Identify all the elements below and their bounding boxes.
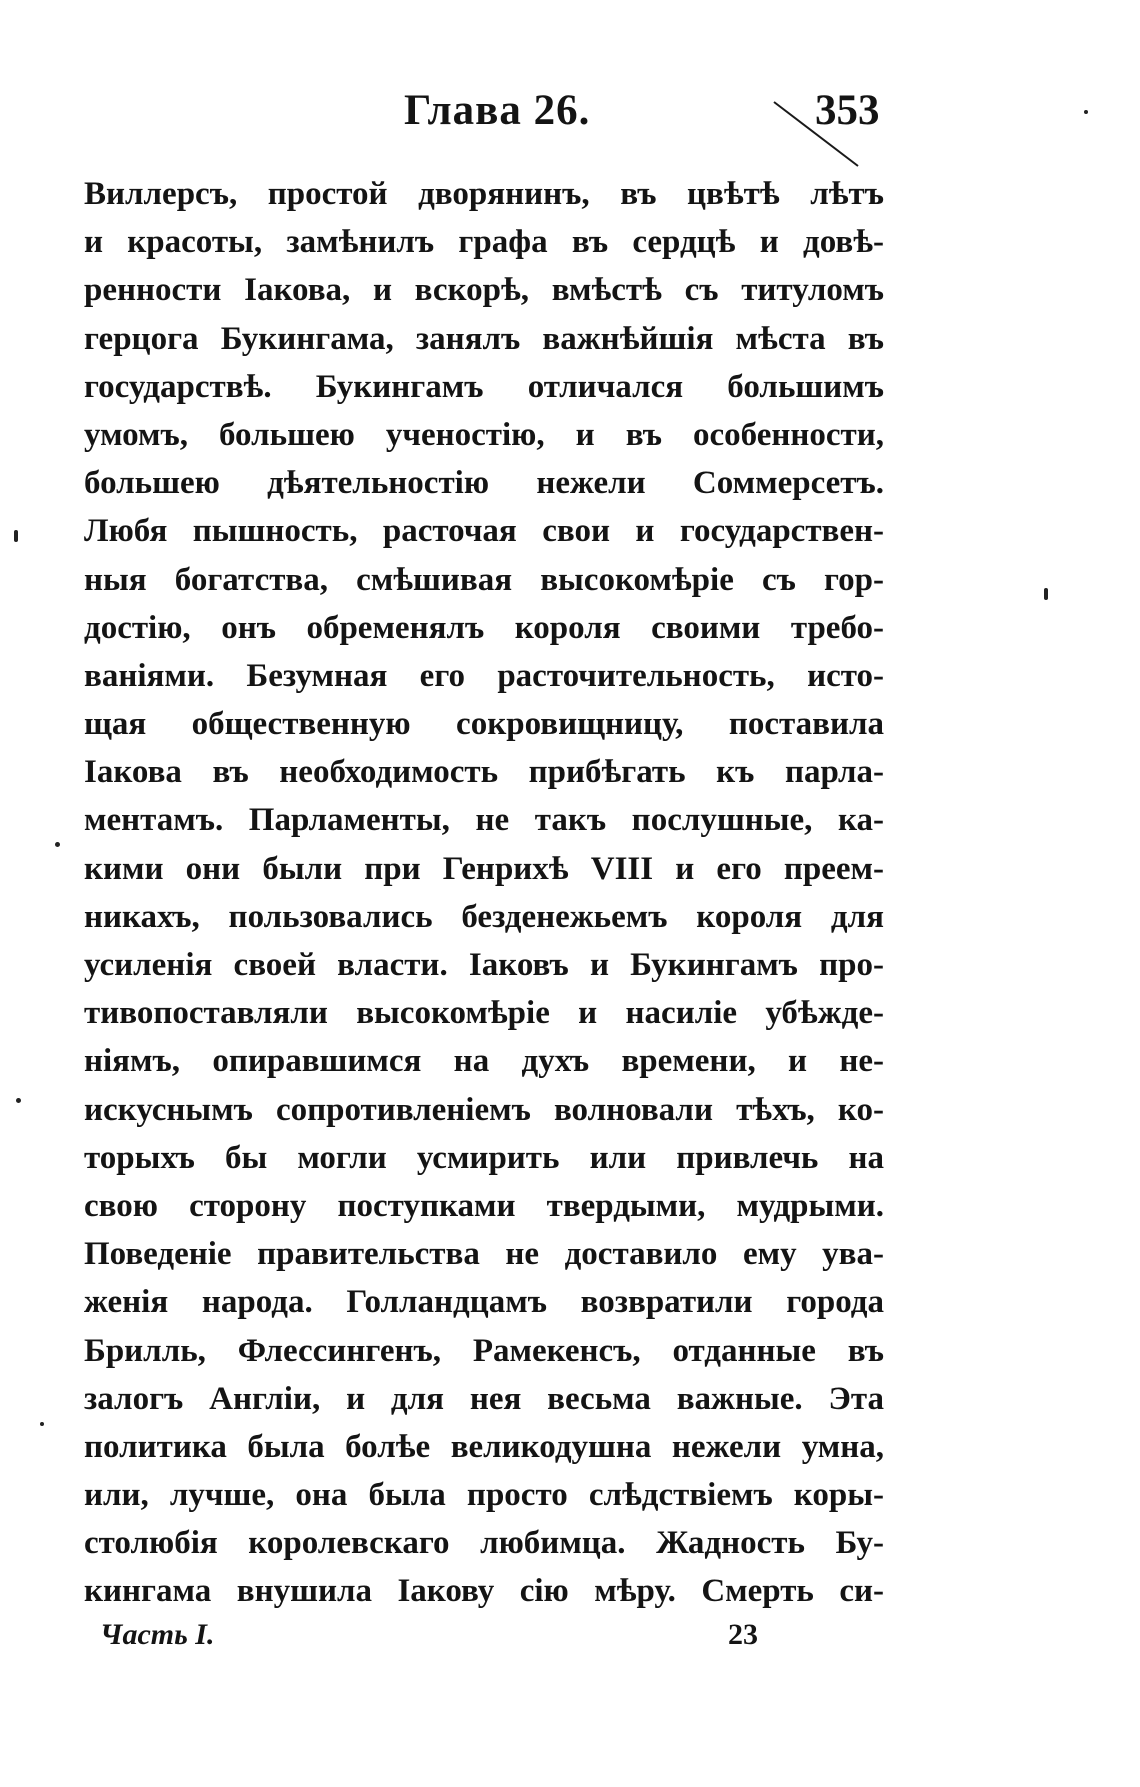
- text-line: тивопоставляли высокомѣріе и насиліе убѣжде-: [84, 995, 884, 1032]
- running-header: [0, 86, 1140, 146]
- ink-speck: [55, 842, 60, 847]
- text-line: Виллерсъ, простой дворянинъ, въ цвѣтѣ лѣтъ: [84, 176, 884, 212]
- text-line: умомъ, большею ученостію, и въ особенности,: [84, 416, 884, 453]
- text-line: достію, онъ обременялъ короля своими требо-: [84, 609, 884, 646]
- text-line: столюбія королевскаго любимца. Жадность Бу-: [84, 1525, 884, 1562]
- ink-speck: [40, 1422, 44, 1426]
- text-line: Брилль, Флессингенъ, Рамекенсъ, отданные въ: [84, 1332, 884, 1369]
- text-line: Поведеніе правительства не доставило ему ува-: [84, 1236, 884, 1273]
- text-line: или, лучше, она была просто слѣдствіемъ коры-: [84, 1477, 884, 1514]
- text-line: ніямъ, опиравшимся на духъ времени, и не-: [84, 1043, 884, 1080]
- text-line: ренности Іакова, и вскорѣ, вмѣстѣ съ титуломъ: [84, 272, 884, 309]
- text-line: ментамъ. Парламенты, не такъ послушные, ка-: [84, 802, 884, 839]
- text-line: и красоты, замѣнилъ графа въ сердцѣ и довѣ-: [84, 224, 884, 261]
- ink-speck: [16, 1098, 21, 1103]
- stray-pen-mark: [772, 100, 862, 170]
- text-line: кингама внушила Іакову сію мѣру. Смерть си-: [84, 1573, 884, 1610]
- chapter-title: Глава 26.: [404, 87, 591, 134]
- text-line: женія народа. Голландцамъ возвратили города: [84, 1284, 884, 1321]
- body-text: [84, 170, 884, 1616]
- page-number: 353: [815, 87, 880, 134]
- text-line: политика была болѣе великодушна нежели умна,: [84, 1428, 884, 1465]
- signature-number: 23: [728, 1618, 758, 1651]
- text-line: щая общественную сокровищницу, поставила: [84, 706, 884, 743]
- text-line: государствѣ. Букингамъ отличался большимъ: [84, 368, 884, 405]
- text-line: большею дѣятельностію нежели Соммерсетъ.: [84, 465, 884, 502]
- text-line: герцога Букингама, занялъ важнѣйшія мѣста въ: [84, 320, 884, 357]
- page-footer: [0, 1618, 1140, 1668]
- ink-speck: [14, 530, 18, 542]
- text-line: усиленія своей власти. Іаковъ и Букингамъ про-: [84, 947, 884, 983]
- text-line: торыхъ бы могли усмирить или привлечь на: [84, 1139, 884, 1176]
- text-line: Іакова въ необходимость прибѣгать къ парла-: [84, 754, 884, 791]
- text-line: кими они были при Генрихѣ VIII и его преем-: [84, 850, 884, 887]
- ink-speck: [1044, 588, 1048, 600]
- text-line: залогъ Англіи, и для нея весьма важные. Эта: [84, 1380, 884, 1417]
- text-line: ныя богатства, смѣшивая высокомѣріе съ гор-: [84, 561, 884, 598]
- text-line: искуснымъ сопротивленіемъ волновали тѣхъ, ко-: [84, 1091, 884, 1128]
- text-line: ваніями. Безумная его расточительность, исто-: [84, 657, 884, 694]
- text-line: Любя пышность, расточая свои и государствен-: [84, 513, 884, 550]
- ink-speck: [1084, 110, 1088, 114]
- text-line: никахъ, пользовались безденежьемъ короля для: [84, 898, 884, 935]
- signature-label: Часть I.: [100, 1618, 215, 1651]
- text-line: свою сторону поступками твердыми, мудрыми.: [84, 1187, 884, 1224]
